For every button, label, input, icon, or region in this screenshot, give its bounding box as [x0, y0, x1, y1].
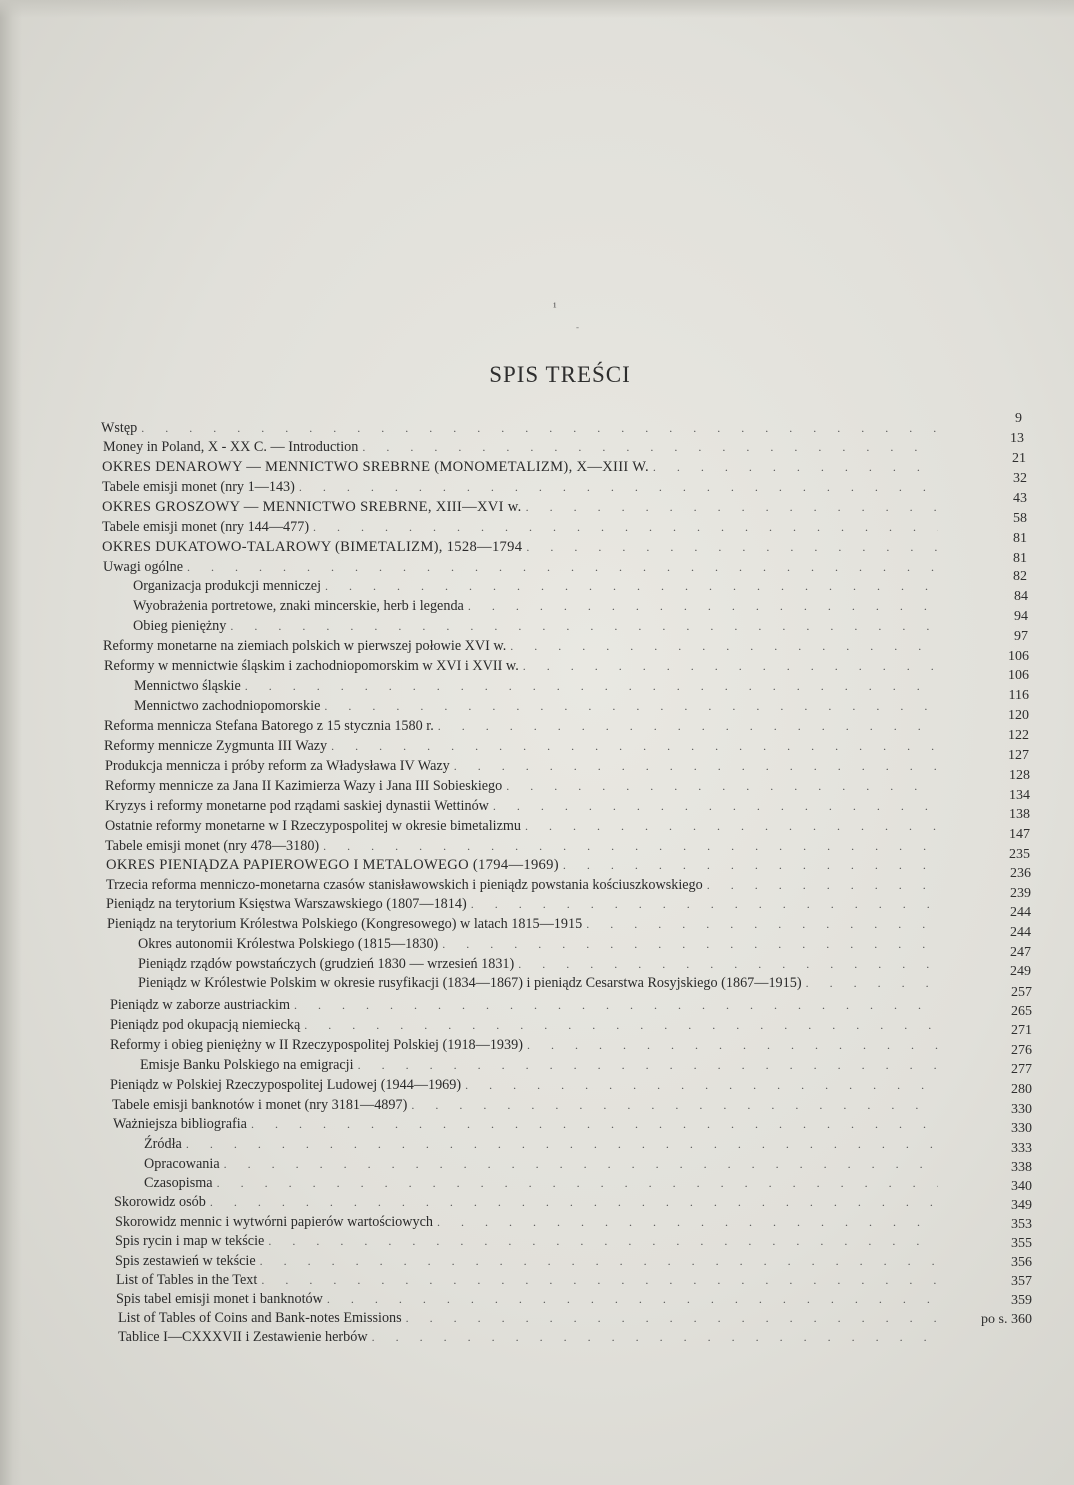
toc-entry-label: Reforma mennicza Stefana Batorego z 15 stycznia 1580 r.	[104, 718, 434, 734]
toc-entry	[144, 1154, 942, 1174]
dot-leader	[506, 776, 938, 796]
toc-entry	[110, 1075, 942, 1095]
toc-entry-label: List of Tables of Coins and Bank-notes Emissions	[118, 1310, 402, 1326]
dot-leader	[358, 1055, 938, 1075]
dot-leader	[323, 836, 938, 856]
toc-entry-label: Produkcja mennicza i próby reform za Władysława IV Wazy	[105, 758, 450, 774]
toc-entry	[105, 776, 942, 796]
toc-entry	[144, 1173, 942, 1193]
dot-leader	[324, 696, 938, 716]
toc-page-number: 235	[1009, 847, 1030, 862]
toc-page-number: 43	[1013, 491, 1027, 506]
toc-entry-label: Ostatnie reformy monetarne w I Rzeczypospolitej w okresie bimetalizmu	[105, 818, 522, 834]
toc-entry	[140, 1055, 942, 1075]
toc-entry	[102, 457, 942, 477]
toc-entry-label: List of Tables in the Text	[116, 1272, 258, 1288]
toc-entry	[106, 894, 942, 914]
toc-entry	[105, 796, 942, 816]
toc-page-number: 138	[1009, 807, 1030, 822]
toc-page-number: 265	[1011, 1004, 1032, 1019]
toc-entry	[105, 816, 942, 836]
dot-leader	[217, 1173, 938, 1193]
toc-page-number: 330	[1011, 1121, 1032, 1136]
dot-leader	[518, 954, 938, 974]
toc-entry	[138, 973, 942, 993]
dot-leader	[442, 934, 938, 954]
toc-page-number: 94	[1014, 609, 1028, 624]
dot-leader	[230, 616, 938, 636]
toc-entry-label: Emisje Banku Polskiego na emigracji	[140, 1057, 354, 1073]
toc-entry	[106, 875, 942, 895]
dot-leader	[438, 716, 938, 736]
toc-entry	[110, 1015, 942, 1035]
dot-leader	[493, 796, 938, 816]
toc-page-number: 127	[1008, 748, 1029, 763]
dot-leader	[707, 875, 938, 895]
dot-leader	[325, 576, 938, 596]
dot-leader	[437, 1212, 938, 1232]
dot-leader	[525, 816, 938, 836]
toc-entry-label: OKRES PIENIĄDZA PAPIEROWEGO I METALOWEGO (1794—1969)	[106, 857, 559, 873]
dot-leader	[251, 1114, 938, 1134]
toc-page-number: 330	[1011, 1102, 1032, 1117]
toc-entry-label: Okres autonomii Królestwa Polskiego (1815—1830)	[138, 936, 439, 952]
toc-entry	[101, 418, 942, 438]
dot-leader	[527, 1035, 938, 1055]
dot-leader	[260, 1251, 938, 1271]
toc-entry-label: Pieniądz w Królestwie Polskim w okresie rusyfikacji (1834—1867) i pieniądz Cesarstwa Rosyjskiego (1867—1915)	[138, 975, 802, 991]
print-mark: ¹	[553, 300, 557, 314]
toc-entry	[107, 914, 942, 934]
dot-leader	[210, 1192, 938, 1212]
toc-page-number: 338	[1011, 1160, 1032, 1175]
toc-entry-label: Mennictwo śląskie	[134, 678, 241, 694]
dot-leader	[510, 636, 938, 656]
toc-page-number: 21	[1012, 451, 1026, 466]
toc-entry-label: Trzecia reforma menniczo-monetarna czasów stanisławowskich i pieniądz powstania kościuszkowskiego	[106, 877, 703, 893]
toc-entry	[105, 756, 942, 776]
toc-page-number: 277	[1011, 1062, 1032, 1077]
toc-entry	[103, 636, 942, 656]
toc-entry	[104, 716, 942, 736]
toc-page-number: 122	[1008, 728, 1029, 743]
toc-page-number: po s. 360	[981, 1312, 1032, 1327]
toc-page-number: 333	[1011, 1141, 1032, 1156]
toc-entry	[116, 1289, 942, 1309]
toc-entry	[102, 497, 942, 517]
dot-leader	[372, 1327, 931, 1347]
toc-entry-label: Obieg pieniężny	[133, 618, 227, 634]
dot-leader	[299, 477, 938, 497]
toc-entry-label: Pieniądz na terytorium Księstwa Warszawskiego (1807—1814)	[106, 896, 467, 912]
toc-entry	[102, 517, 942, 537]
toc-entry-label: Money in Poland, X - XX C. — Introduction	[103, 439, 359, 455]
toc-entry-label: Pieniądz rządów powstańczych (grudzień 1830 — wrzesień 1831)	[138, 956, 515, 972]
toc-entry	[134, 676, 942, 696]
toc-entry	[105, 836, 942, 856]
toc-entry	[113, 1114, 942, 1134]
toc-entry-label: Ważniejsza bibliografia	[113, 1116, 247, 1132]
toc-page-number: 249	[1010, 964, 1031, 979]
dot-leader	[331, 736, 938, 756]
dot-leader	[468, 596, 938, 616]
toc-page-number: 340	[1011, 1179, 1032, 1194]
toc-page-number: 349	[1011, 1198, 1032, 1213]
toc-entry-label: Skorowidz osób	[114, 1194, 206, 1210]
dot-leader	[411, 1095, 938, 1115]
dot-leader	[141, 418, 938, 438]
toc-entry-label: Wyobrażenia portretowe, znaki mincerskie, herb i legenda	[133, 598, 464, 614]
toc-page-number: 236	[1010, 866, 1031, 881]
toc-page-number: 244	[1010, 905, 1031, 920]
toc-entry	[104, 656, 942, 676]
toc-entry-label: OKRES DENAROWY — MENNICTWO SREBRNE (MONOMETALIZM), X—XIII W.	[102, 459, 649, 475]
print-mark-dash: -	[576, 322, 579, 332]
toc-entry-label: Spis rycin i map w tekście	[115, 1233, 265, 1249]
dot-leader	[304, 1015, 938, 1035]
toc-entry	[104, 736, 942, 756]
toc-page-number: 271	[1011, 1023, 1032, 1038]
toc-entry-label: Reformy monetarne na ziemiach polskich w pierwszej połowie XVI w.	[103, 638, 507, 654]
toc-page-number: 58	[1013, 511, 1027, 526]
toc-entry-label: Tabele emisji monet (nry 1—143)	[102, 479, 295, 495]
toc-page-number: 257	[1011, 985, 1032, 1000]
toc-entry-label: Pieniądz pod okupacją niemiecką	[110, 1017, 301, 1033]
toc-entry	[115, 1231, 942, 1251]
dot-leader	[294, 995, 938, 1015]
toc-entry	[102, 477, 942, 497]
toc-page-number: 97	[1014, 629, 1028, 644]
toc-entry-label: Opracowania	[144, 1156, 220, 1172]
toc-entry-label: Tablice I—CXXXVII i Zestawienie herbów	[118, 1329, 368, 1345]
toc-entry-label: Pieniądz w Polskiej Rzeczypospolitej Ludowej (1944—1969)	[110, 1077, 462, 1093]
dot-leader	[526, 497, 938, 517]
dot-leader	[224, 1154, 938, 1174]
toc-entry-label: Źródła	[144, 1136, 182, 1152]
toc-entry-label: Tabele emisji monet (nry 144—477)	[102, 519, 310, 535]
toc-entry-label: OKRES GROSZOWY — MENNICTWO SREBRNE, XIII—XVI w.	[102, 499, 522, 515]
dot-leader	[471, 894, 938, 914]
toc-entry-label: Uwagi ogólne	[103, 559, 183, 575]
toc-page-number: 84	[1014, 589, 1028, 604]
toc-page-number: 81	[1013, 551, 1027, 566]
toc-entry	[133, 596, 942, 616]
toc-entry	[110, 995, 942, 1015]
toc-page-number: 147	[1009, 827, 1030, 842]
toc-entry-label: Pieniądz w zaborze austriackim	[110, 997, 291, 1013]
toc-page-number: 353	[1011, 1217, 1032, 1232]
toc-entry-label: Tabele emisji monet (nry 478—3180)	[105, 838, 320, 854]
toc-entry	[134, 696, 942, 716]
toc-entry-label: Spis zestawień w tekście	[115, 1253, 256, 1269]
toc-entry	[118, 1308, 942, 1328]
toc-entry-label: Wstęp	[101, 420, 138, 436]
toc-entry	[112, 1095, 942, 1115]
toc-page-number: 357	[1011, 1274, 1032, 1289]
toc-entry	[106, 855, 942, 875]
toc-entry	[110, 1035, 942, 1055]
toc-page-number: 247	[1010, 945, 1031, 960]
toc-entry-label: Reformy w mennictwie śląskim i zachodniopomorskim w XVI i XVII w.	[104, 658, 519, 674]
dot-leader	[806, 973, 938, 993]
toc-entry-label: Organizacja produkcji menniczej	[133, 578, 322, 594]
dot-leader	[245, 676, 938, 696]
toc-page-number: 9	[1015, 411, 1022, 426]
dot-leader	[186, 1134, 938, 1154]
toc-page-number: 106	[1008, 668, 1029, 683]
toc-page-number: 355	[1011, 1236, 1032, 1251]
dot-leader	[465, 1075, 938, 1095]
toc-entry-label: Czasopisma	[144, 1175, 213, 1191]
toc-entry-label: Spis tabel emisji monet i banknotów	[116, 1291, 323, 1307]
dot-leader	[187, 557, 938, 577]
toc-entry-label: Mennictwo zachodniopomorskie	[134, 698, 321, 714]
dot-leader	[406, 1308, 938, 1328]
toc-entry	[103, 557, 942, 577]
dot-leader	[454, 756, 938, 776]
dot-leader	[653, 457, 938, 477]
dot-leader	[327, 1289, 938, 1309]
toc-page-number: 356	[1011, 1255, 1032, 1270]
dot-leader	[268, 1231, 938, 1251]
toc-page-number: 81	[1013, 531, 1027, 546]
toc-entry-label: Kryzys i reformy monetarne pod rządami saskiej dynastii Wettinów	[105, 798, 489, 814]
toc-page-number: 134	[1009, 788, 1030, 803]
page-title: SPIS TREŚCI	[489, 362, 631, 387]
dot-leader	[526, 537, 938, 557]
toc-entry-label: Skorowidz mennic i wytwórni papierów wartościowych	[115, 1214, 433, 1230]
toc-page-number: 276	[1011, 1043, 1032, 1058]
toc-page-number: 244	[1010, 925, 1031, 940]
dot-leader	[586, 914, 938, 934]
toc-page-number: 82	[1013, 569, 1027, 584]
toc-page-number: 32	[1013, 471, 1027, 486]
toc-entry-label: Pieniądz na terytorium Królestwa Polskiego (Kongresowego) w latach 1815—1915	[107, 916, 583, 932]
toc-entry	[118, 1327, 935, 1347]
dot-leader	[313, 517, 938, 537]
toc-entry	[138, 954, 942, 974]
dot-leader	[563, 855, 938, 875]
toc-page-number: 239	[1010, 886, 1031, 901]
toc-page-number: 116	[1008, 688, 1029, 703]
toc-entry	[115, 1251, 942, 1271]
toc-entry	[115, 1212, 942, 1232]
toc-page-number: 280	[1011, 1082, 1032, 1097]
toc-entry	[138, 934, 942, 954]
toc-entry-label: Tabele emisji banknotów i monet (nry 3181—4897)	[112, 1097, 408, 1113]
toc-entry-label: Reformy mennicze Zygmunta III Wazy	[104, 738, 328, 754]
dot-leader	[523, 656, 938, 676]
toc-entry	[102, 537, 942, 557]
toc-page-number: 106	[1008, 649, 1029, 664]
toc-entry	[116, 1270, 942, 1290]
toc-entry	[103, 437, 942, 457]
toc-entry-label: Reformy mennicze za Jana II Kazimierza Wazy i Jana III Sobieskiego	[105, 778, 503, 794]
toc-entry	[144, 1134, 942, 1154]
toc-entry-label: Reformy i obieg pieniężny w II Rzeczypospolitej Polskiej (1918—1939)	[110, 1037, 523, 1053]
toc-page-number: 120	[1008, 708, 1029, 723]
toc-page-number: 13	[1010, 431, 1024, 446]
dot-leader	[261, 1270, 938, 1290]
toc-page-number: 128	[1009, 768, 1030, 783]
dot-leader	[362, 437, 938, 457]
toc-entry	[133, 576, 942, 596]
toc-entry	[133, 616, 942, 636]
toc-page-number: 359	[1011, 1293, 1032, 1308]
toc-entry-label: OKRES DUKATOWO-TALAROWY (BIMETALIZM), 1528—1794	[102, 539, 523, 555]
toc-entry	[114, 1192, 942, 1212]
